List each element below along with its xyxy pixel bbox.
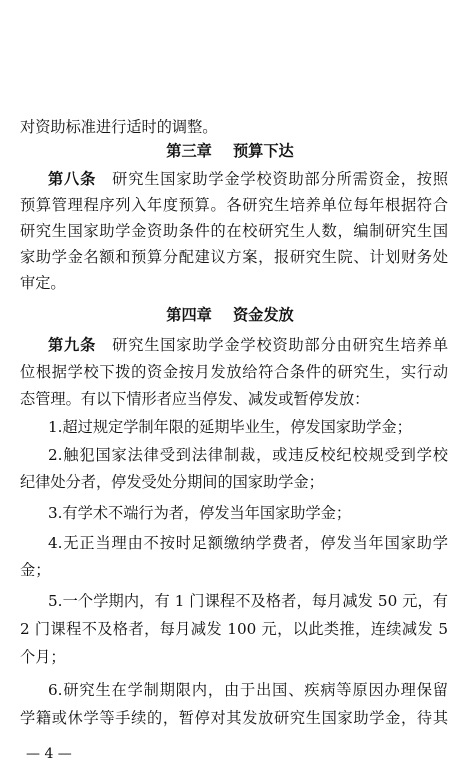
- list-item-5-line-3: 个月；: [20, 648, 66, 666]
- article-8-label: 第八条: [48, 170, 97, 188]
- list-item-5-line-1: 5.一个学期内，有 1 门课程不及格者，每月减发 50 元，有: [48, 592, 448, 610]
- list-item-4-line-2: 金；: [20, 561, 51, 579]
- list-item-3: 3.有学术不端行为者，停发当年国家助学金；: [48, 504, 352, 522]
- list-item-4-line-1: 4.无正当理由不按时足额缴纳学费者，停发当年国家助学: [48, 534, 448, 552]
- article-9-line-3: 态管理。有以下情形者应当停发、减发或暂停发放：: [20, 390, 370, 408]
- list-item-5-line-2: 2 门课程不及格者，每月减发 100 元，以此类推，连续减发 5: [20, 620, 448, 638]
- list-item-6-line-2: 学籍或休学等手续的，暂停对其发放研究生国家助学金，待其: [20, 709, 448, 727]
- article-8-line-3: 研究生国家助学金资助条件的在校研究生人数，编制研究生国: [20, 222, 448, 240]
- article-9-line-1: [48, 336, 448, 354]
- list-item-2-line-1: 2.触犯国家法律受到法律制裁，或违反校纪校规受到学校: [48, 446, 448, 464]
- list-item-1: 1.超过规定学制年限的延期毕业生，停发国家助学金；: [48, 418, 412, 436]
- article-8-line-1: [48, 170, 448, 188]
- article-9-label: 第九条: [48, 336, 97, 354]
- page-number: — 4 —: [26, 746, 72, 762]
- intro-line: 对资助标准进行适时的调整。: [20, 118, 218, 136]
- article-9-line-2: 位根据学校下拨的资金按月发放给符合条件的研究生，实行动: [20, 363, 448, 381]
- article-8-text: 研究生国家助学金学校资助部分所需资金，按照: [112, 170, 449, 188]
- article-8-line-4: 家助学金名额和预算分配建议方案，报研究生院、计划财务处: [20, 248, 448, 266]
- list-item-2-line-2: 纪律处分者，停发受处分期间的国家助学金；: [20, 473, 324, 491]
- chapter-3-heading: 第三章 预算下达: [166, 142, 294, 160]
- chapter-4-heading: 第四章 资金发放: [166, 306, 294, 324]
- list-item-6-line-1: 6.研究生在学制期限内，由于出国、疾病等原因办理保留: [48, 681, 448, 699]
- article-8-line-2: 预算管理程序列入年度预算。各研究生培养单位每年根据符合: [20, 196, 448, 214]
- article-9-text: 研究生国家助学金学校资助部分由研究生培养单: [112, 336, 449, 354]
- article-8-line-5: 审定。: [20, 274, 66, 292]
